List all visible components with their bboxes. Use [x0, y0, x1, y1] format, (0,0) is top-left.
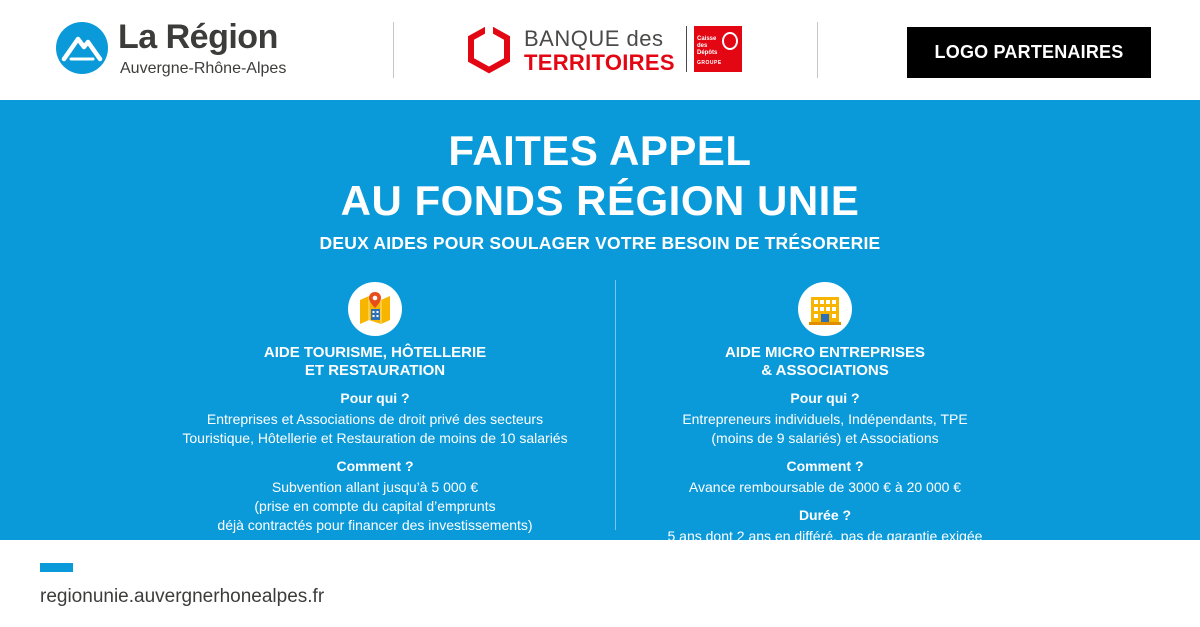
aid-tourism-title-line2: ET RESTAURATION — [304, 362, 446, 379]
duration-label: Durée ? — [798, 507, 852, 523]
cdc-text: Caisse des Dépôts — [697, 36, 718, 56]
who-label: Pour qui ? — [340, 390, 410, 406]
caisse-des-depots-logo — [694, 26, 742, 72]
aid-micro-title-line2: & ASSOCIATIONS — [761, 362, 889, 379]
seal-icon — [722, 32, 738, 50]
how-label: Comment ? — [786, 458, 864, 474]
region-name: La Région — [118, 18, 278, 56]
how-text — [145, 478, 605, 535]
who-text-line: (moins de 9 salariés) et Associations — [711, 430, 939, 446]
building-icon — [798, 282, 852, 336]
how-label: Comment ? — [336, 458, 414, 474]
how-text-line: Subvention allant jusqu’à 5 000 € — [271, 479, 479, 495]
bank-name-line1: BANQUE des — [524, 26, 664, 51]
title-line1: FAITES APPEL — [448, 127, 752, 174]
duration-text-line: 5 ans dont 2 ans en différé, pas de garantie exigée — [667, 528, 983, 544]
bank-logo-rule — [686, 26, 687, 72]
who-text-line: Touristique, Hôtellerie et Restauration de moins de 10 salariés — [182, 430, 568, 446]
duration-text — [595, 527, 1055, 546]
footer-accent-bar — [40, 563, 73, 572]
who-label: Pour qui ? — [790, 390, 860, 406]
aid-tourism-column — [145, 282, 605, 535]
how-text — [595, 478, 1055, 497]
who-text — [595, 410, 1055, 448]
header — [0, 0, 1200, 100]
aid-tourism-title — [145, 344, 605, 380]
aid-tourism-title-line1: AIDE TOURISME, HÔTELLERIE — [263, 344, 487, 361]
how-text-line: déjà contractés pour financer des investissements) — [217, 517, 533, 533]
who-text-line: Entrepreneurs individuels, Indépendants, TPE — [682, 411, 968, 427]
region-logo[interactable] — [56, 18, 326, 82]
region-subtitle: Auvergne-Rhône-Alpes — [120, 60, 287, 77]
banque-des-territoires-logo[interactable] — [466, 20, 756, 80]
header-separator — [393, 22, 394, 78]
aid-micro-enterprises-column — [595, 282, 1055, 546]
how-text-line: (prise en compte du capital d’emprunts — [254, 498, 496, 514]
region-mountain-icon — [56, 22, 108, 74]
hexagon-icon — [466, 24, 512, 76]
page-subtitle: DEUX AIDES POUR SOULAGER VOTRE BESOIN DE TRÉSORERIE — [319, 233, 881, 253]
page-title — [0, 126, 1200, 226]
website-link[interactable]: regionunie.auvergnerhonealpes.fr — [40, 586, 325, 607]
who-text — [145, 410, 605, 448]
partners-logo-placeholder[interactable]: LOGO PARTENAIRES — [907, 27, 1151, 78]
aid-micro-title — [595, 344, 1055, 380]
how-text-line: Avance remboursable de 3000 € à 20 000 € — [688, 479, 962, 495]
aid-micro-title-line1: AIDE MICRO ENTREPRISES — [724, 344, 926, 361]
title-line2: AU FONDS RÉGION UNIE — [340, 177, 860, 224]
header-separator — [817, 22, 818, 78]
who-text-line: Entreprises et Associations de droit privé des secteurs — [206, 411, 544, 427]
cdc-groupe: GROUPE — [697, 60, 722, 66]
map-pin-icon — [348, 282, 402, 336]
bank-name-line2: TERRITOIRES — [524, 50, 675, 75]
